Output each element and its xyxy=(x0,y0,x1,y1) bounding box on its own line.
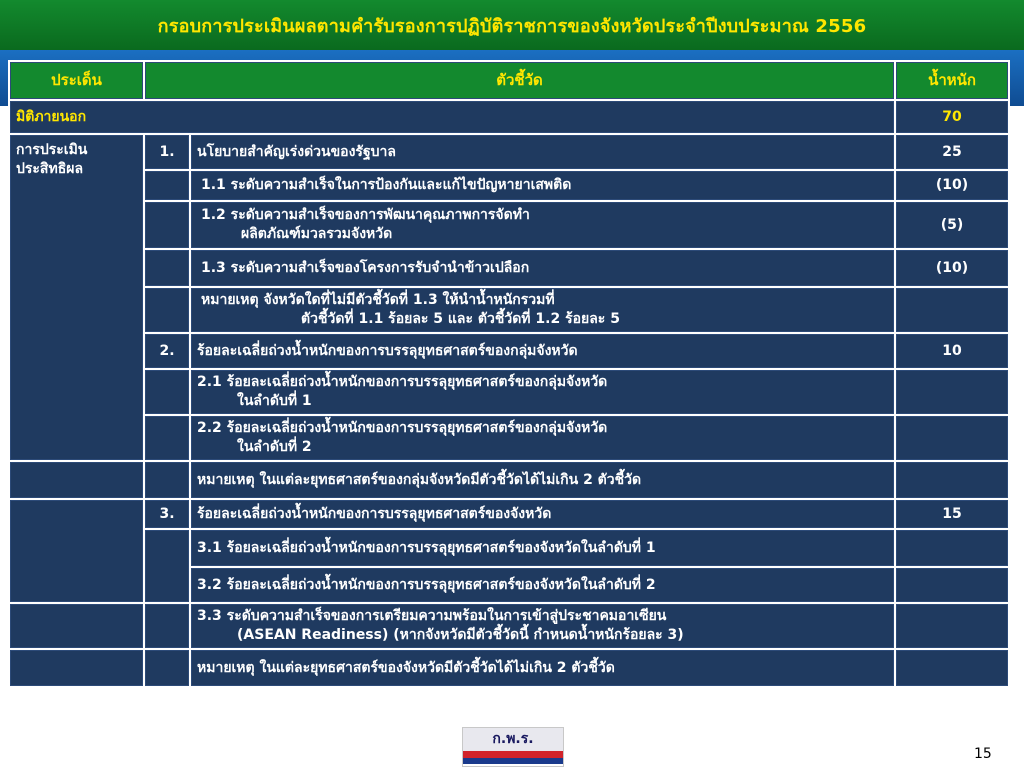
indicator-line-2: (ASEAN Readiness) (หากจังหวัดมีตัวชี้วัดนี้ กำหนดน้ำหนักร้อยละ 3) xyxy=(237,627,684,643)
indicator-line-1: 3.3 ระดับความสำเร็จของการเตรียมความพร้อมในการเข้าสู่ประชาคมอาเซียน xyxy=(197,608,667,624)
slide-title: กรอบการประเมินผลตามคำรับรองการปฏิบัติราชการของจังหวัดประจำปีงบประมาณ 2556 xyxy=(157,15,867,37)
indicator-text: 1.1 ระดับความสำเร็จในการป้องกันและแก้ไขปัญหายาเสพติด xyxy=(191,171,894,200)
indicator-weight xyxy=(896,416,1008,460)
indicator-line-2: ในลำดับที่ 2 xyxy=(237,439,312,455)
note-text: หมายเหตุ ในแต่ละยุทธศาสตร์ของกลุ่มจังหวัดมีตัวชี้วัดได้ไม่เกิน 2 ตัวชี้วัด xyxy=(191,462,894,498)
group-number: 2. xyxy=(145,334,189,368)
indicator-text xyxy=(191,604,894,648)
table-row xyxy=(10,202,1008,248)
indicator-line-1: 1.2 ระดับความสำเร็จของการพัฒนาคุณภาพการจัดทำ xyxy=(201,207,530,223)
table-row xyxy=(10,530,1008,566)
indicator-weight: (10) xyxy=(896,250,1008,286)
table-row xyxy=(10,334,1008,368)
category-line-2: ประสิทธิผล xyxy=(16,161,84,177)
dimension-weight: 70 xyxy=(896,101,1008,133)
logo-text: ก.พ.ร. xyxy=(463,728,563,751)
table-row xyxy=(10,604,1008,648)
note-line-2: ตัวชี้วัดที่ 1.1 ร้อยละ 5 และ ตัวชี้วัดที่ 1.2 ร้อยละ 5 xyxy=(301,311,620,327)
indicator-weight xyxy=(896,568,1008,602)
indicator-weight xyxy=(896,462,1008,498)
framework-table-container xyxy=(8,60,1008,688)
empty-number-cell xyxy=(145,416,189,460)
empty-number-cell xyxy=(145,604,189,648)
indicator-weight xyxy=(896,530,1008,566)
indicator-text xyxy=(191,416,894,460)
indicator-weight xyxy=(896,604,1008,648)
table-row xyxy=(10,250,1008,286)
indicator-text: 3.1 ร้อยละเฉลี่ยถ่วงน้ำหนักของการบรรลุยุทธศาสตร์ของจังหวัดในลำดับที่ 1 xyxy=(191,530,894,566)
table-row xyxy=(10,135,1008,169)
table-header-row xyxy=(10,62,1008,99)
dimension-row xyxy=(10,101,1008,133)
dimension-label: มิติภายนอก xyxy=(10,101,894,133)
empty-number-cell xyxy=(145,202,189,248)
table-row xyxy=(10,171,1008,200)
indicator-line-2: ผลิตภัณฑ์มวลรวมจังหวัด xyxy=(241,226,393,242)
indicator-text: 3.2 ร้อยละเฉลี่ยถ่วงน้ำหนักของการบรรลุยุทธศาสตร์ของจังหวัดในลำดับที่ 2 xyxy=(191,568,894,602)
group-weight: 15 xyxy=(896,500,1008,528)
ocsc-logo xyxy=(462,727,564,767)
framework-table xyxy=(8,60,1010,688)
indicator-weight: (5) xyxy=(896,202,1008,248)
table-row xyxy=(10,462,1008,498)
group-title: ร้อยละเฉลี่ยถ่วงน้ำหนักของการบรรลุยุทธศาสตร์ของกลุ่มจังหวัด xyxy=(191,334,894,368)
category-line-1: การประเมิน xyxy=(16,142,88,158)
category-continuation xyxy=(10,500,143,602)
logo-blue-band xyxy=(463,758,563,764)
logo-red-band xyxy=(463,751,563,758)
table-row xyxy=(10,650,1008,686)
indicator-text xyxy=(191,202,894,248)
indicator-weight xyxy=(896,370,1008,414)
category-continuation xyxy=(10,604,143,648)
indicator-weight: (10) xyxy=(896,171,1008,200)
empty-number-cell xyxy=(145,250,189,286)
header-indicator: ตัวชี้วัด xyxy=(145,62,894,99)
indicator-text: 1.3 ระดับความสำเร็จของโครงการรับจำนำข้าวเปลือก xyxy=(191,250,894,286)
note-text: หมายเหตุ ในแต่ละยุทธศาสตร์ของจังหวัดมีตัวชี้วัดได้ไม่เกิน 2 ตัวชี้วัด xyxy=(191,650,894,686)
empty-number-cell xyxy=(145,650,189,686)
indicator-line-1: 2.2 ร้อยละเฉลี่ยถ่วงน้ำหนักของการบรรลุยุทธศาสตร์ของกลุ่มจังหวัด xyxy=(197,420,608,436)
group-number: 1. xyxy=(145,135,189,169)
group-title: นโยบายสำคัญเร่งด่วนของรัฐบาล xyxy=(191,135,894,169)
empty-number-cell xyxy=(145,370,189,414)
page-number: 15 xyxy=(974,746,992,762)
empty-number-cell xyxy=(145,288,189,332)
group-weight: 10 xyxy=(896,334,1008,368)
category-continuation xyxy=(10,650,143,686)
category-cell xyxy=(10,135,143,460)
note-line-1: หมายเหตุ จังหวัดใดที่ไม่มีตัวชี้วัดที่ 1.3 ให้นำน้ำหนักรวมที่ xyxy=(201,292,555,308)
header-issue: ประเด็น xyxy=(10,62,143,99)
empty-number-cell xyxy=(145,462,189,498)
table-row xyxy=(10,500,1008,528)
group-weight: 25 xyxy=(896,135,1008,169)
header-weight: น้ำหนัก xyxy=(896,62,1008,99)
slide-title-bar xyxy=(0,0,1024,53)
table-row xyxy=(10,370,1008,414)
group-number: 3. xyxy=(145,500,189,528)
indicator-line-2: ในลำดับที่ 1 xyxy=(237,393,312,409)
indicator-weight xyxy=(896,650,1008,686)
empty-number-cell xyxy=(145,530,189,602)
empty-number-cell xyxy=(145,171,189,200)
table-row xyxy=(10,416,1008,460)
indicator-text xyxy=(191,370,894,414)
table-row xyxy=(10,288,1008,332)
indicator-line-1: 2.1 ร้อยละเฉลี่ยถ่วงน้ำหนักของการบรรลุยุทธศาสตร์ของกลุ่มจังหวัด xyxy=(197,374,608,390)
category-continuation xyxy=(10,462,143,498)
note-text xyxy=(191,288,894,332)
indicator-weight xyxy=(896,288,1008,332)
group-title: ร้อยละเฉลี่ยถ่วงน้ำหนักของการบรรลุยุทธศาสตร์ของจังหวัด xyxy=(191,500,894,528)
